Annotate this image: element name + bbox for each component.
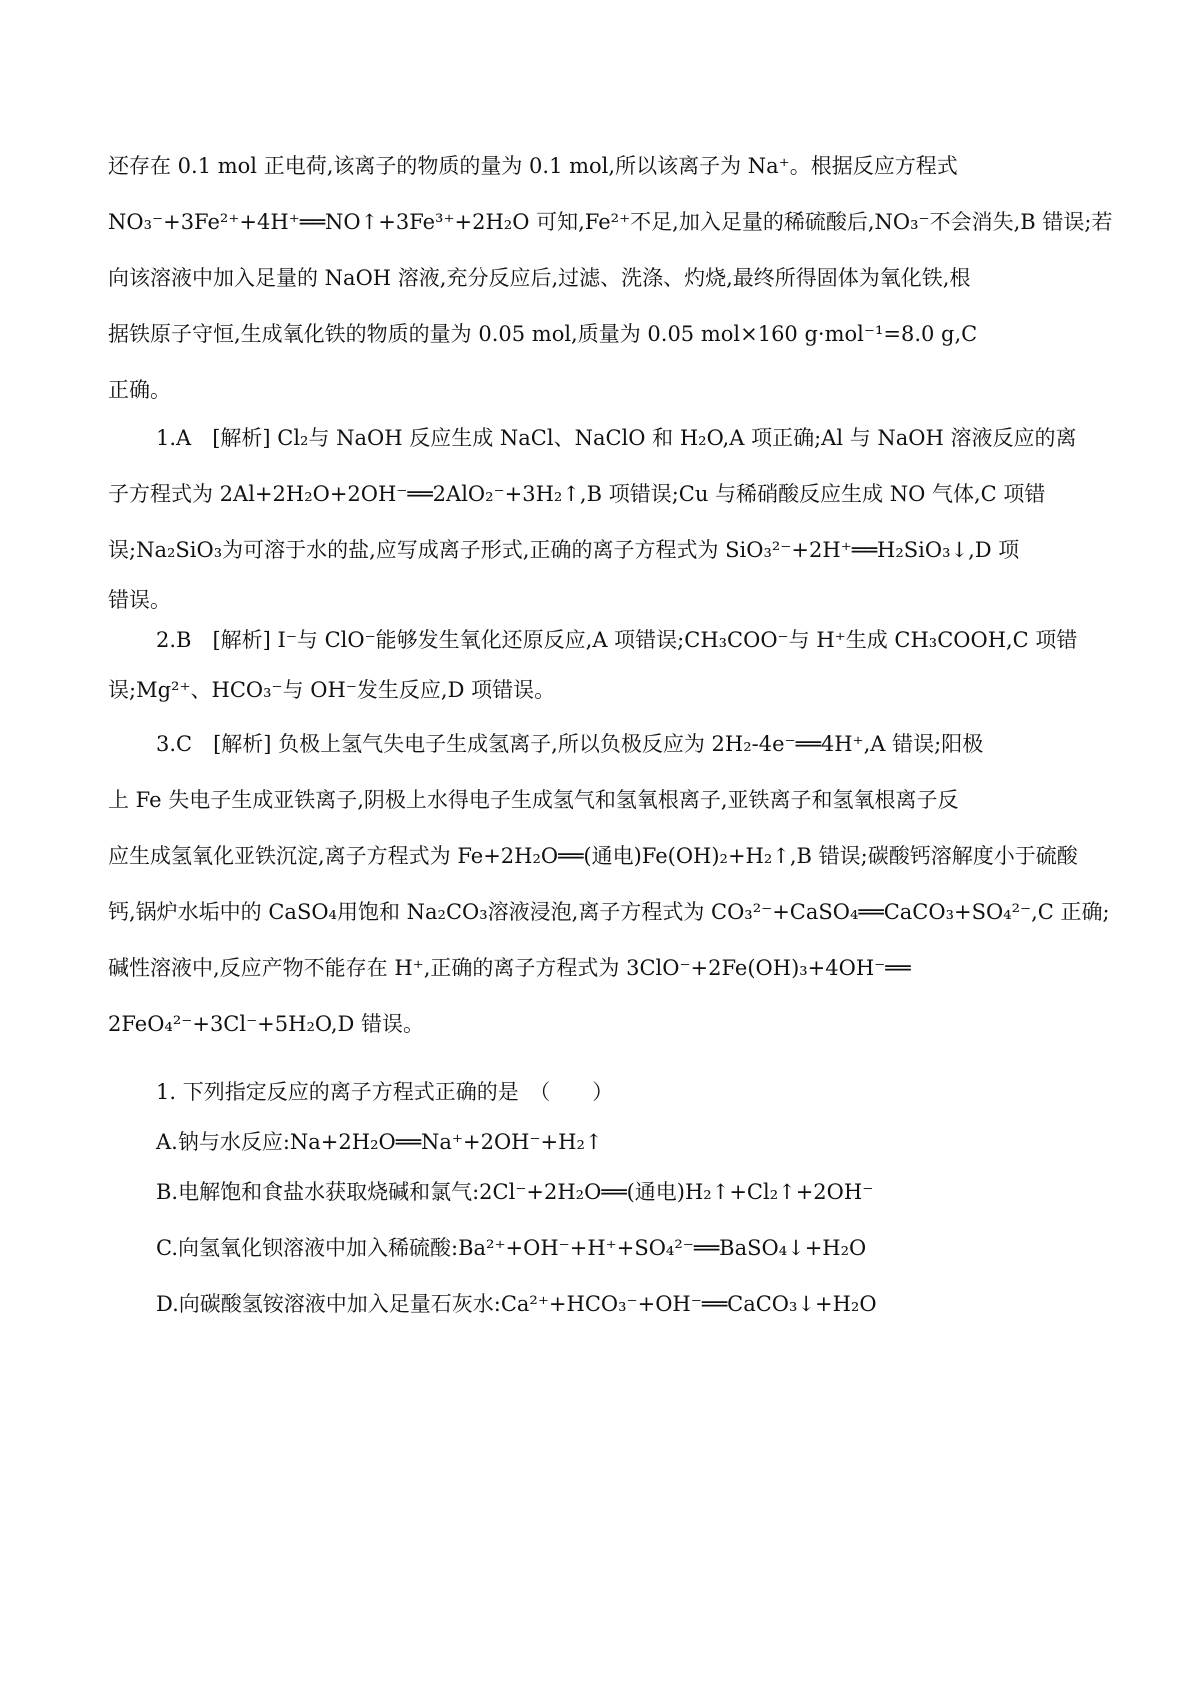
text-line: 碱性溶液中,反应产物不能存在 H⁺,正确的离子方程式为 3ClO⁻+2Fe(OH)₃+4OH⁻══ [108,956,911,980]
text-line: 错误。 [108,588,171,612]
text-line: 向该溶液中加入足量的 NaOH 溶液,充分反应后,过滤、洗涤、灼烧,最终所得固体为氧化铁,根 [108,266,971,290]
answer-3 [108,716,1110,1052]
option-b: B.电解饱和食盐水获取烧碱和氯气:2Cl⁻+2H₂O══(通电)H₂↑+Cl₂↑+2OH⁻ [156,1180,874,1204]
text-line: 正确。 [108,378,171,402]
option-a: A.钠与水反应:Na+2H₂O══Na⁺+2OH⁻+H₂↑ [156,1130,603,1154]
text-line: 误;Mg²⁺、HCO₃⁻与 OH⁻发生反应,D 项错误。 [108,678,556,702]
text-line: 应生成氢氧化亚铁沉淀,离子方程式为 Fe+2H₂O══(通电)Fe(OH)₂+H₂↑,B 错误;碳酸钙溶解度小于硫酸 [108,844,1078,868]
text-line: 2.B [解析] I⁻与 ClO⁻能够发生氧化还原反应,A 项错误;CH₃COO⁻与 H⁺生成 CH₃COOH,C 项错 [156,628,1078,652]
answer-1 [108,410,1093,622]
text-line: 子方程式为 2Al+2H₂O+2OH⁻══2AlO₂⁻+3H₂↑,B 项错误;Cu 与稀硝酸反应生成 NO 气体,C 项错 [108,482,1046,506]
question-1 [108,1064,1093,1332]
previous-answer-continuation [108,138,1113,418]
text-line: 据铁原子守恒,生成氧化铁的物质的量为 0.05 mol,质量为 0.05 mol×160 g·mol⁻¹=8.0 g,C [108,322,978,346]
text-line: NO₃⁻+3Fe²⁺+4H⁺══NO↑+3Fe³⁺+2H₂O 可知,Fe²⁺不足,加入足量的稀硫酸后,NO₃⁻不会消失,B 错误;若 [108,210,1113,234]
answer-2 [108,612,1093,712]
text-line: 钙,锅炉水垢中的 CaSO₄用饱和 Na₂CO₃溶液浸泡,离子方程式为 CO₃²⁻+CaSO₄══CaCO₃+SO₄²⁻,C 正确; [108,900,1110,924]
question-stem: 1. 下列指定反应的离子方程式正确的是 （ ） [156,1080,614,1104]
option-c: C.向氢氧化钡溶液中加入稀硫酸:Ba²⁺+OH⁻+H⁺+SO₄²⁻══BaSO₄↓+H₂O [156,1236,867,1260]
text-line: 2FeO₄²⁻+3Cl⁻+5H₂O,D 错误。 [108,1012,425,1036]
text-line: 误;Na₂SiO₃为可溶于水的盐,应写成离子形式,正确的离子方程式为 SiO₃²⁻+2H⁺══H₂SiO₃↓,D 项 [108,538,1020,562]
text-line: 还存在 0.1 mol 正电荷,该离子的物质的量为 0.1 mol,所以该离子为 Na⁺。根据反应方程式 [108,154,958,178]
text-line: 上 Fe 失电子生成亚铁离子,阴极上水得电子生成氢气和氢氧根离子,亚铁离子和氢氧根离子反 [108,788,959,812]
option-d: D.向碳酸氢铵溶液中加入足量石灰水:Ca²⁺+HCO₃⁻+OH⁻══CaCO₃↓+H₂O [156,1292,877,1316]
text-line: 1.A [解析] Cl₂与 NaOH 反应生成 NaCl、NaClO 和 H₂O,A 项正确;Al 与 NaOH 溶液反应的离 [156,426,1077,450]
text-line: 3.C [解析] 负极上氢气失电子生成氢离子,所以负极反应为 2H₂-4e⁻══4H⁺,A 错误;阳极 [156,732,984,756]
